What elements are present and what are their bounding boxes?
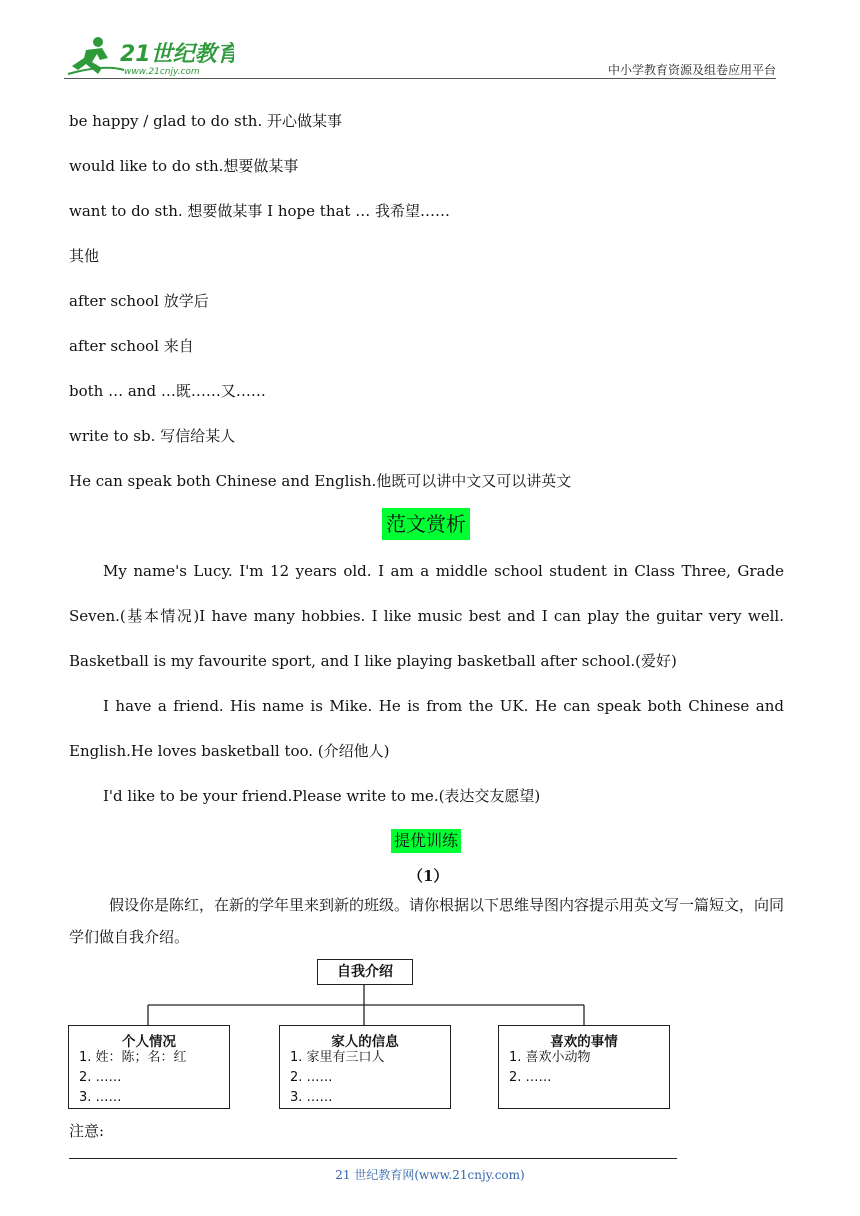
- phrase-line: He can speak both Chinese and English.他既可以讲中文又可以讲英文: [69, 472, 572, 490]
- phrase-line: write to sb. 写信给某人: [69, 427, 236, 445]
- mind-map-item: 3. ……: [79, 1090, 122, 1105]
- mind-map-root: 自我介绍: [317, 959, 413, 985]
- mind-map-box-title: 家人的信息: [331, 1034, 399, 1050]
- header-tagline: 中小学教育资源及组卷应用平台: [607, 63, 776, 77]
- mind-map-item: 1. 家里有三口人: [290, 1050, 385, 1065]
- footer-divider: [69, 1158, 677, 1159]
- mind-map-item: 2. ……: [509, 1070, 552, 1085]
- mind-map-item: 2. ……: [290, 1070, 333, 1085]
- phrase-line: be happy / glad to do sth. 开心做某事: [69, 112, 342, 130]
- phrase-line: want to do sth. 想要做某事 I hope that … 我希望……: [69, 202, 450, 220]
- phrase-line: after school 放学后: [69, 292, 209, 310]
- mind-map: [66, 955, 676, 1115]
- phrase-line: would like to do sth.想要做某事: [69, 157, 299, 175]
- note-label: 注意:: [69, 1122, 105, 1140]
- phrase-line: both … and …既……又……: [69, 382, 266, 400]
- section-title-model-essay: 范文赏析: [382, 508, 470, 540]
- exercise-number: （1）: [408, 867, 449, 885]
- mind-map-box-title: 喜欢的事情: [550, 1034, 618, 1050]
- mind-map-item: 2. ……: [79, 1070, 122, 1085]
- footer-text[interactable]: 21 世纪教育网(www.21cnjy.com): [335, 1168, 525, 1182]
- mind-map-item: 1. 姓：陈；名：红: [79, 1050, 187, 1065]
- mind-map-item: 1. 喜欢小动物: [509, 1050, 591, 1065]
- exercise-prompt: 假设你是陈红，在新的学年里来到新的班级。请你根据以下思维导图内容提示用英文写一篇短文，向同学们做自我介绍。: [69, 896, 785, 946]
- essay-paragraph: My name's Lucy. I'm 12 years old. I am a middle school student in Class Three, Grade Seven.(基本情况)I have many hobbies. I like music best and I can play the guitar very well. Basketball is my favourite sport, and I like playing basketball after school.(爱好): [69, 562, 784, 670]
- logo-text: 21世纪教育: [120, 42, 234, 67]
- phrase-line: after school 来自: [69, 337, 194, 355]
- mind-map-item: 3. ……: [290, 1090, 333, 1105]
- logo-runner-icon: [64, 34, 234, 78]
- mind-map-box-personal: [68, 1025, 230, 1109]
- essay-paragraph: I'd like to be your friend.Please write to me.(表达交友愿望): [103, 787, 541, 805]
- phrase-line: 其他: [69, 247, 100, 265]
- mind-map-box-title: 个人情况: [122, 1034, 176, 1050]
- essay-paragraph: I have a friend. His name is Mike. He is from the UK. He can speak both Chinese and English.He loves basketball too. (介绍他人): [69, 697, 784, 760]
- header-divider: [64, 78, 776, 79]
- mind-map-box-likes: [498, 1025, 670, 1109]
- section-title-exercise: 提优训练: [391, 829, 461, 853]
- mind-map-box-family: [279, 1025, 451, 1109]
- site-logo: [64, 34, 234, 78]
- logo-url: www.21cnjy.com: [124, 67, 200, 77]
